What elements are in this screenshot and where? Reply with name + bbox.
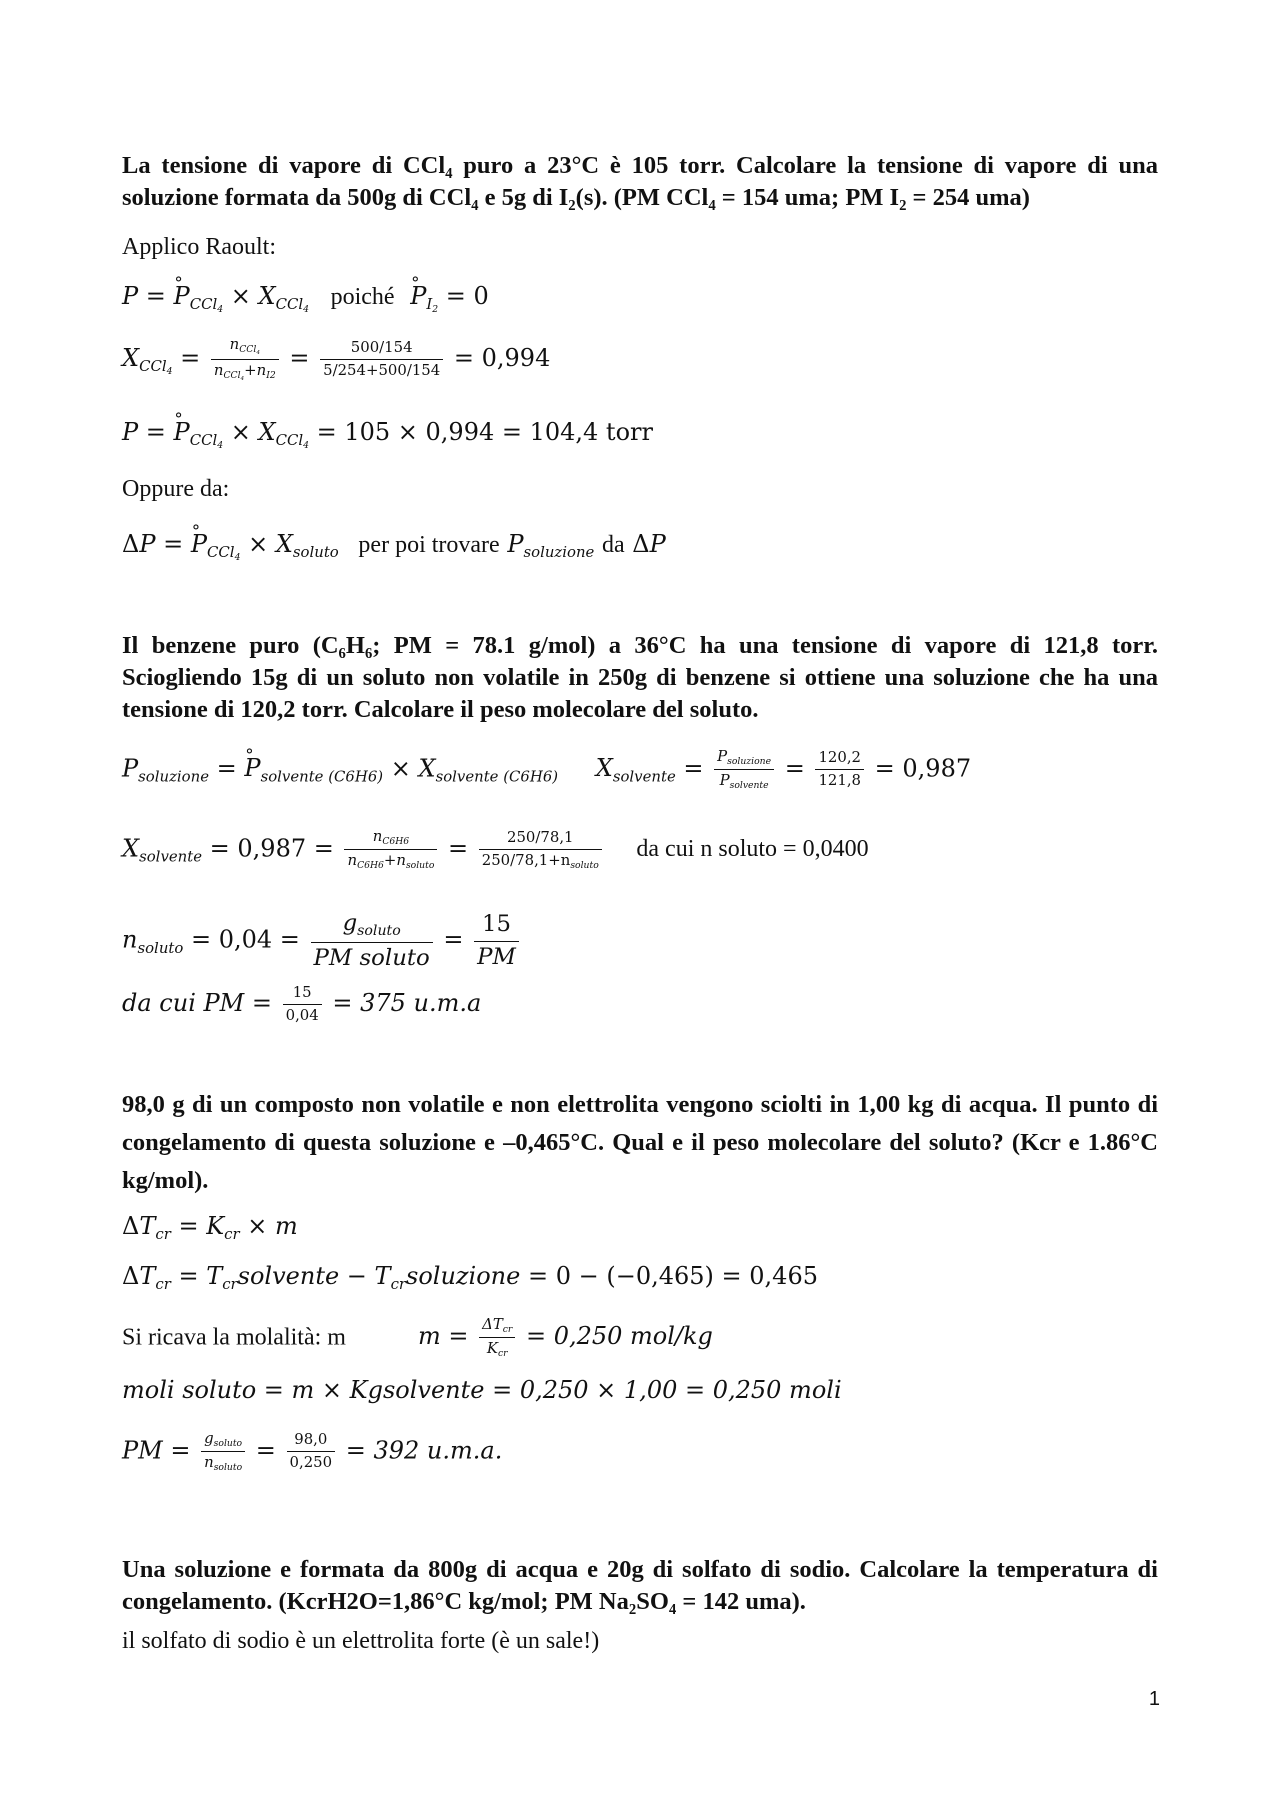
applico-raoult-label: Applico Raoult: (122, 234, 276, 260)
pm-result-line: da cui PM = $\frac{15}{0,04}$ = 375 u.m.a (122, 983, 482, 1024)
delta-t-equation: $\Delta T_{cr}$ = $T_{cr}solvente$ − $T_{cr}soluzione = 0 - (-0,465) = 0,465$ (122, 1262, 818, 1294)
x-ccl4-result: = 0,994 (453, 344, 551, 373)
pressure-result: P = ° $P_{CCl_4} \times X_{CCl_4} = 105 \times 0,994 = 104,4$ torr (122, 418, 653, 451)
frac-sum: 5/254+500/154 (323, 361, 441, 380)
poiche-text: poiché (330, 284, 395, 310)
delta-p-equation: ΔP = ° $P_{CCl_4} \times X_{soluto}$ per poi trovare $P_{soluzione}$ da ΔP (122, 530, 666, 563)
cryoscopic-equation: $\Delta T_{cr} = K_{cr} \times m$ (122, 1212, 298, 1244)
frac-500-154: 500/154 (320, 339, 443, 360)
problem-4-question: Una soluzione e formata da 800g di acqua e 20g di solfato di sodio. Calcolare la temperatura di congelamento. (KcrH2O=1,86°C kg/mol; PM Na₂SO₄ = 142 uma). (122, 1556, 1158, 1615)
problem-2-question: Il benzene puro (C₆H₆; PM = 78.1 g/mol) a 36°C ha una tensione di vapore di 121,8 torr. Sciogliendo 15g di un soluto non volatile in 250g di benzene si ottiene una soluzione che ha una tensione di 120,2 torr. Calcolare il peso molecolare del soluto. (122, 632, 1158, 723)
raoult-equation: P = ° $P_{CCl_4} \times X_{CCl_4}$ poiché ° $P_{I_2} = 0$ (122, 282, 489, 315)
problem-1-question: La tensione di vapore di CCl₄ puro a 23°C è 105 torr. Calcolare la tensione di vapore di una soluzione formata da 500g di CCl₄ e 5g di I₂(s). (PM CCl₄ = 154 uma; PM I₂ = 254 uma) (122, 152, 1158, 211)
page-number: 1 (1148, 1688, 1160, 1710)
molality-line: Si ricava la molalità: m m = $\frac{\Delta T_{cr}}{K_{cr}}$ = 0,250 mol/kg (122, 1315, 713, 1360)
problem-4-note: il solfato di sodio è un elettrolita forte (è un sale!) (122, 1628, 600, 1654)
x-solvente-result: = 0,987 (874, 754, 972, 783)
benzene-raoult-equation: $P_{soluzione}$ = ° $P_{solvente (C6H6)} \times X_{solvente (C6H6)}$ $X_{solvente}$ = $\frac{P_{soluzione}}{P_{solvente}}$ = $\frac{120,2}{121,8}$ = 0,987 (122, 748, 971, 792)
problem-3-question: 98,0 g di un composto non volatile e non elettrolita vengono sciolti in 1,00 kg di acqua. Il punto di congelamento di questa soluzione e –0,465°C. Qual e il peso molecolare del soluto? (Kcr e 1.86°C kg/mol). (122, 1091, 1158, 1194)
moli-soluto-line: moli soluto = m × Kgsolvente = 0,250 × 1,00 = 0,250 moli (122, 1376, 842, 1404)
pm-375: = 375 u.m.a (332, 988, 482, 1017)
pressure-value: = 105 × 0,994 = 104,4 torr (316, 418, 653, 446)
x-solvente-moles: $X_{solvente} = 0,987$ = $\frac{n_{C6H6}}{n_{C6H6}+n_{soluto}}$ = $\frac{250/78,1}{250/78,1+n_{soluto}}$ da cui n soluto = 0,0400 (122, 827, 869, 872)
da-cui-n-soluto: da cui n soluto = 0,0400 (636, 836, 869, 863)
oppure-label: Oppure da: (122, 476, 230, 502)
mole-fraction-ccl4: $X_{CCl_4}$ = $\frac{n_{CCl_4}}{n_{CCl_4}+n_{I2}}$ = $\frac{500/154}{5/254+500/154}$ = 0,994 (122, 335, 551, 383)
pm-392-line: PM = $\frac{g_{soluto}}{n_{soluto}}$ = $\frac{98,0}{0,250}$ = 392 u.m.a. (122, 1429, 503, 1474)
n-soluto-equation: $n_{soluto} = 0,04$ = $\frac{g_{soluto}}{\text{PM soluto}}$ = $\frac{15}{PM}$ (122, 910, 522, 972)
